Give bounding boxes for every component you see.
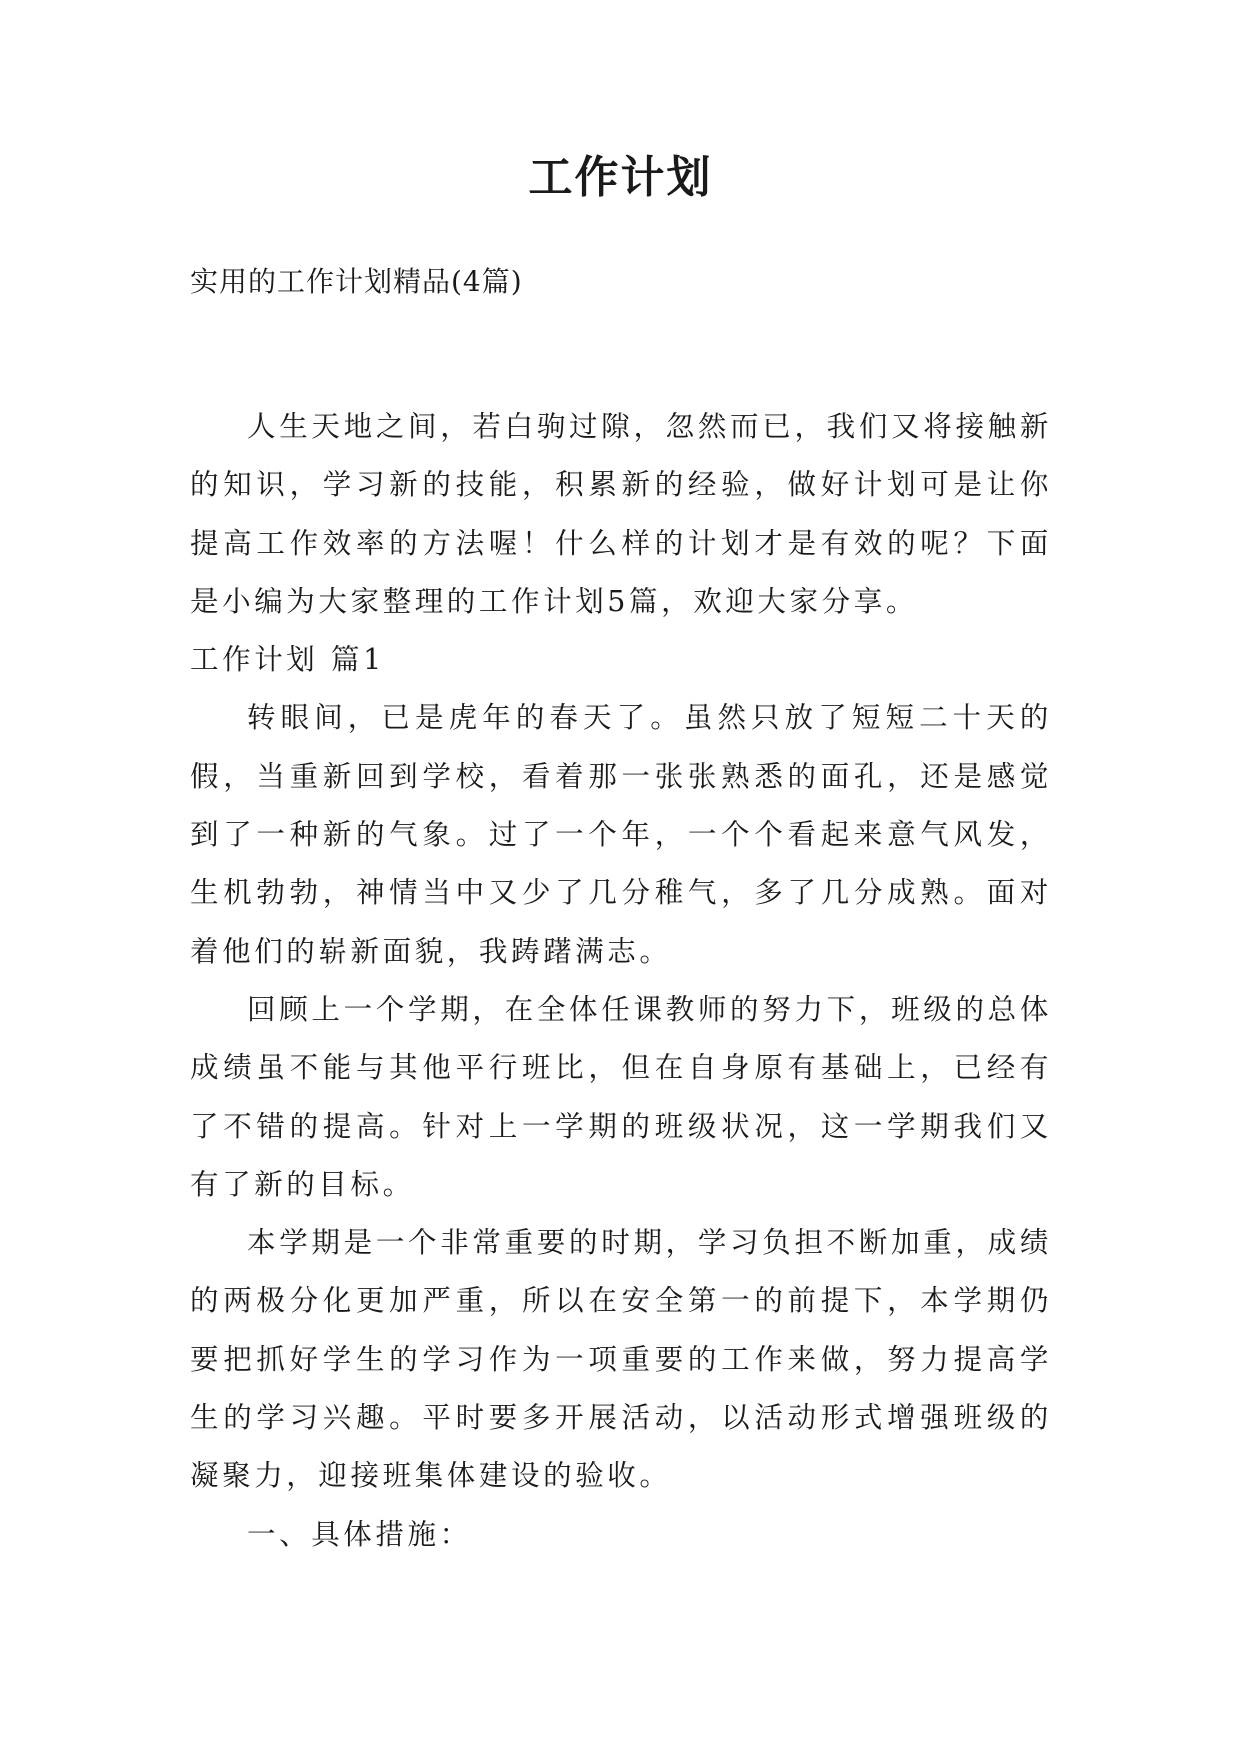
paragraph: 转眼间，已是虎年的春天了。虽然只放了短短二十天的假，当重新回到学校，看着那一张张熟悉的面孔，还是感觉到了一种新的气象。过了一个年，一个个看起来意气风发，生机勃勃，神情当中又少了几分稚气，多了几分成熟。面对着他们的崭新面貌，我踌躇满志。 — [190, 701, 1052, 968]
section-heading: 工作计划 篇1 — [190, 643, 385, 677]
paragraph: 回顾上一个学期，在全体任课教师的努力下，班级的总体成绩虽不能与其他平行班比，但在自身原有基础上，已经有了不错的提高。针对上一学期的班级状况，这一学期我们又有了新的目标。 — [190, 992, 1052, 1201]
document-subtitle: 实用的工作计划精品(4篇) — [190, 265, 523, 298]
list-heading: 一、具体措施： — [247, 1517, 472, 1551]
document-body — [190, 398, 1052, 1564]
paragraph-intro: 人生天地之间，若白驹过隙，忽然而已，我们又将接触新的知识，学习新的技能，积累新的经验，做好计划可是让你提高工作效率的方法喔！什么样的计划才是有效的呢？下面是小编为大家整理的工作计划5篇，欢迎大家分享。 — [190, 410, 1052, 618]
paragraph: 本学期是一个非常重要的时期，学习负担不断加重，成绩的两极分化更加严重，所以在安全第一的前提下，本学期仍要把抓好学生的学习作为一项重要的工作来做，努力提高学生的学习兴趣。平时要多开展活动，以活动形式增强班级的凝聚力，迎接班集体建设的验收。 — [190, 1226, 1052, 1493]
document-title: 工作计划 — [528, 152, 713, 203]
